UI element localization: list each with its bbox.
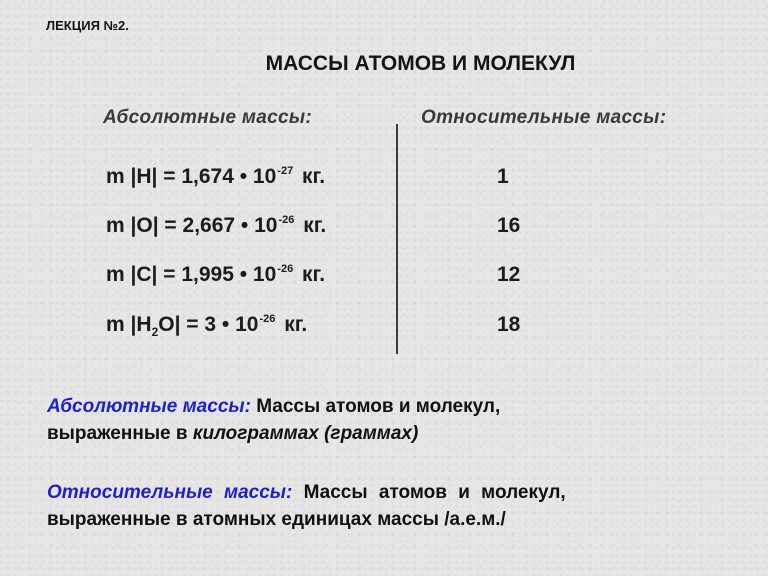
definition-line: Относительные массы: Массы атомов и молекул,	[47, 482, 566, 503]
mass-row-hydrogen: m |H| = 1,674 • $10^{-27}$ кг.	[106, 165, 326, 188]
definition-line: Абсолютные массы: Массы атомов и молекул,	[47, 396, 501, 417]
lecture-label: ЛЕКЦИЯ №2.	[46, 18, 129, 33]
relative-mass-carbon: 12	[497, 263, 521, 286]
absolute-masses-heading: Абсолютные массы:	[103, 107, 313, 128]
absolute-mass-definition	[47, 393, 500, 447]
slide-title: МАССЫ АТОМОВ И МОЛЕКУЛ	[265, 52, 576, 75]
definition-term: Относительные массы:	[47, 482, 293, 503]
relative-masses-heading: Относительные массы:	[421, 107, 667, 128]
column-divider	[396, 124, 398, 354]
mass-row-oxygen: m |O| = 2,667 • $10^{-26}$ кг.	[106, 214, 327, 237]
relative-mass-oxygen: 16	[497, 214, 521, 237]
mass-row-carbon: m |C| = 1,995 • $10^{-26}$ кг.	[106, 263, 326, 286]
relative-mass-water: 18	[497, 313, 521, 336]
relative-mass-hydrogen: 1	[497, 165, 509, 188]
mass-row-water: m $|H_2O| = 3$ • $10^{-26}$ кг.	[106, 313, 308, 339]
definition-line: выраженные в атомных единицах массы /а.е.м./	[47, 509, 506, 530]
definition-line: выраженные в килограммах (граммах)	[47, 423, 419, 444]
definition-term: Абсолютные массы:	[47, 396, 251, 417]
relative-mass-definition	[47, 479, 566, 533]
